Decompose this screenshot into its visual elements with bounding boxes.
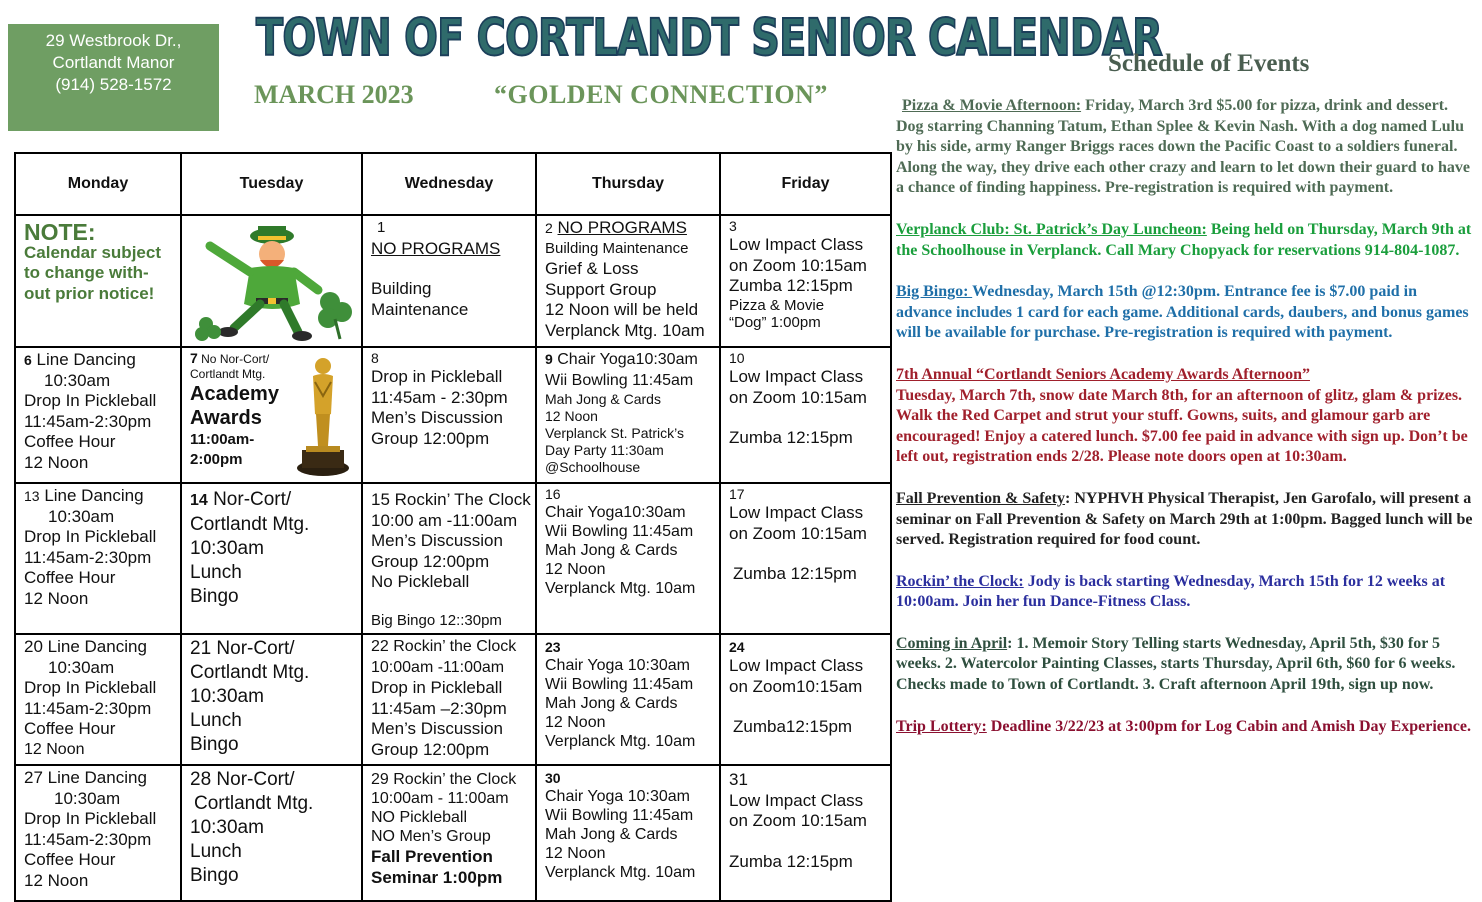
event-line: 12 Noon xyxy=(545,561,606,578)
event-line: Verplanck Mtg. 10am xyxy=(545,320,705,340)
event-line: 12 Noon xyxy=(24,870,89,890)
day-number: 16 xyxy=(545,486,561,502)
event-line: NO Pickleball xyxy=(371,809,468,826)
day-number: 7 xyxy=(190,350,198,366)
event-line: Coffee Hour xyxy=(24,568,116,587)
week-row xyxy=(15,483,891,634)
day-number: 23 xyxy=(545,639,561,655)
week-row xyxy=(15,347,891,483)
event-line: Zumba12:15pm xyxy=(733,717,853,736)
day-number: 6 xyxy=(24,352,32,368)
day-number: 8 xyxy=(371,350,379,366)
day-number: 29 xyxy=(371,771,389,788)
event-line: Drop In Pickleball xyxy=(24,527,157,546)
event-line: 11:45am-2:30pm xyxy=(24,829,152,849)
event-body: : NYPHVH Physical Therapist, Jen Garofalo, will present a seminar on Fall Prevention & Safety on March 29th at 1:00pm. Bagged lunch will be served. Registration required for food count. xyxy=(896,489,1473,549)
event-line: NO Men’s Group xyxy=(371,828,491,845)
spacer xyxy=(729,408,882,428)
day-cell-27 xyxy=(15,765,181,901)
day-cell-20 xyxy=(15,634,181,765)
schedule-of-events xyxy=(896,96,1474,758)
event-line: 11:45am-2:30pm xyxy=(24,698,152,718)
event-line: Mah Jong & Cards xyxy=(545,542,678,559)
event-line: Low Impact Class xyxy=(729,656,864,675)
address-box xyxy=(8,24,219,131)
event-line: 12 Noon xyxy=(24,740,85,758)
event-trip-lottery xyxy=(896,717,1474,738)
event-body: Friday, March 3rd $5.00 for pizza, drink and dessert. Dog starring Channing Tatum, Ethan Splee & Kevin Nash. With a dog named Lulu by his side, army Ranger Briggs races down the Pacific Coast to a soldiers funeral. Along the way, they drive each other crazy and learn to let down their guard to have a chance of finding happiness. Pre-registration is required with payment. xyxy=(896,97,1471,197)
event-line: Line Dancing xyxy=(36,350,136,369)
event-title: Trip Lottery: xyxy=(896,717,987,735)
day-cell-21 xyxy=(181,634,362,765)
leprechaun-cell xyxy=(181,215,362,347)
event-line: Group 12:00pm xyxy=(371,428,490,448)
day-header-friday: Friday xyxy=(720,153,891,215)
day-number: 30 xyxy=(545,770,561,786)
event-body: Deadline 3/22/23 at 3:00pm for Log Cabin and Amish Day Experience. xyxy=(986,717,1471,735)
day-number: 17 xyxy=(729,486,745,502)
event-line: Zumba 12:15pm xyxy=(733,564,857,583)
event-line: 12 Noon xyxy=(545,408,598,424)
day-cell-30 xyxy=(536,765,720,901)
event-line: 10:30am xyxy=(190,817,264,838)
event-line: Building Maintenance xyxy=(545,239,689,257)
address-line-1: 29 Westbrook Dr., xyxy=(45,31,182,50)
event-line: 12 Noon xyxy=(24,452,89,472)
event-line: Men’s Discussion xyxy=(371,408,503,427)
event-line: Drop In Pickleball xyxy=(24,391,157,410)
event-line: Zumba 12:15pm xyxy=(729,851,853,871)
event-line: Chair Yoga 10:30am xyxy=(545,788,690,805)
event-line: Nor-Cort/ xyxy=(216,769,295,790)
theme-label: “GOLDEN CONNECTION” xyxy=(494,80,828,109)
event-line: Rockin’ The Clock xyxy=(394,490,531,509)
event-line: Fall Prevention xyxy=(371,847,493,866)
event-line: 12 Noon xyxy=(545,845,606,862)
event-rockin-the-clock xyxy=(896,572,1474,613)
event-line: Line Dancing xyxy=(47,637,147,656)
event-coming-in-april xyxy=(896,634,1474,696)
event-line: Low Impact Class xyxy=(729,367,864,386)
day-number: 10 xyxy=(729,350,745,366)
day-cell-8 xyxy=(362,347,536,483)
event-line: Verplanck Mtg. 10am xyxy=(545,733,696,750)
event-line: Low Impact Class xyxy=(729,790,864,810)
event-line: Cortlandt Mtg. xyxy=(190,367,266,381)
event-line: “Dog” 1:00pm xyxy=(729,313,821,331)
event-line: Mah Jong & Cards xyxy=(545,826,678,843)
event-line: Wii Bowling 11:45am xyxy=(545,676,694,693)
event-line: 10:30am xyxy=(48,657,115,677)
day-cell-14 xyxy=(181,483,362,634)
event-line: 11:45am - 2:30pm xyxy=(371,387,508,407)
event-title: 7th Annual “Cortlandt Seniors Academy Awards Afternoon” xyxy=(896,365,1310,383)
day-number: 14 xyxy=(190,492,208,509)
event-line: Nor-Cort/ xyxy=(216,638,295,659)
calendar-header-row xyxy=(15,153,891,215)
event-line: Bingo xyxy=(190,586,239,607)
event-line: Building xyxy=(371,279,432,298)
event-line: Line Dancing xyxy=(47,768,147,787)
event-line: Lunch xyxy=(190,710,242,731)
event-body: : 1. Memoir Story Telling starts Wednesday, April 5th, $30 for 5 weeks. 2. Watercolor Painting Classes, starts Thursday, April 6th, $60 for 6 weeks. Checks made to Town of Cortlandt. 3. Craft afternoon April 19th, sign up now. xyxy=(896,634,1456,694)
day-cell-7 xyxy=(181,347,362,483)
event-line: Drop In Pickleball xyxy=(24,809,157,828)
event-line: on Zoom 10:15am xyxy=(729,255,867,275)
event-line: Seminar 1:00pm xyxy=(371,868,503,887)
event-line: Chair Yoga10:30am xyxy=(545,504,686,521)
spacer xyxy=(729,832,882,852)
event-line: 11:00am- xyxy=(190,431,255,448)
event-line: Bingo xyxy=(190,865,239,886)
day-cell-6 xyxy=(15,347,181,483)
event-line: 10:30am xyxy=(44,370,111,390)
event-line: NO PROGRAMS xyxy=(371,238,501,258)
event-line: 11:45am-2:30pm xyxy=(24,547,152,567)
day-cell-28 xyxy=(181,765,362,901)
day-cell-10 xyxy=(720,347,891,483)
event-title: Verplanck Club: St. Patrick’s Day Luncheon: xyxy=(896,220,1207,238)
event-line: Verplanck Mtg. 10am xyxy=(545,864,696,881)
day-number: 3 xyxy=(729,218,737,234)
spacer xyxy=(729,544,882,564)
event-line: Verplanck Mtg. 10am xyxy=(545,580,696,597)
event-line: 12 Noon will be held xyxy=(545,300,699,319)
note-line: to change with- xyxy=(24,263,149,282)
event-line: Maintenance xyxy=(371,299,469,319)
event-line: Men’s Discussion xyxy=(371,531,503,550)
event-title: Coming in April xyxy=(896,634,1008,652)
event-line: on Zoom 10:15am xyxy=(729,387,867,407)
event-line: Chair Yoga10:30am xyxy=(557,351,698,368)
event-body: Jody is back starting Wednesday, March 15th for 12 weeks at 10:00am. Join her fun Dance-Fitness Class. xyxy=(896,572,1446,611)
day-number: 22 xyxy=(371,638,389,655)
event-line: 10:30am xyxy=(48,506,115,526)
day-number: 9 xyxy=(545,351,553,367)
day-header-tuesday: Tuesday xyxy=(181,153,362,215)
event-line: 11:45am-2:30pm xyxy=(24,411,152,431)
event-line: Cortlandt Mtg. xyxy=(190,514,310,535)
event-title: Big Bingo: xyxy=(896,283,973,301)
month-label: MARCH 2023 xyxy=(254,80,414,109)
day-number: 24 xyxy=(729,639,745,655)
event-line: Grief & Loss xyxy=(545,259,639,278)
event-line: Wii Bowling 11:45am xyxy=(545,523,694,540)
event-line: on Zoom 10:15am xyxy=(729,811,867,830)
day-number: 15 xyxy=(371,490,390,509)
day-cell-16 xyxy=(536,483,720,634)
event-line: Rockin’ the Clock xyxy=(393,638,517,655)
event-line: 12 Noon xyxy=(24,588,89,608)
day-number: 21 xyxy=(190,638,212,659)
week-row xyxy=(15,765,891,901)
week-row xyxy=(15,634,891,765)
event-line: Wii Bowling 11:45am xyxy=(545,807,694,824)
event-line: Coffee Hour xyxy=(24,432,116,451)
day-cell-17 xyxy=(720,483,891,634)
address-line-2: Cortlandt Manor xyxy=(52,53,175,72)
event-line: Bingo xyxy=(190,734,239,755)
page-title: TOWN OF CORTLANDT SENIOR CALENDAR xyxy=(256,9,1162,68)
day-cell-13 xyxy=(15,483,181,634)
event-line: Drop in Pickleball xyxy=(371,367,503,386)
spacer xyxy=(371,259,527,279)
event-line: Awards xyxy=(190,407,262,429)
event-title: Fall Prevention & Safety xyxy=(896,489,1066,507)
event-line: 10:00am - 11:00am xyxy=(371,790,509,807)
day-cell-9 xyxy=(536,347,720,483)
event-line: Nor-Cort/ xyxy=(213,489,292,510)
event-line: Big Bingo 12::30pm xyxy=(371,611,502,629)
event-line: 10:30am xyxy=(190,538,264,559)
event-academy-awards xyxy=(896,365,1474,468)
day-cell-3 xyxy=(720,215,891,347)
event-line: Group 12:00pm xyxy=(371,739,490,759)
calendar-table xyxy=(14,152,892,902)
day-number: 28 xyxy=(190,769,212,790)
event-body: Tuesday, March 7th, snow date March 8th, for an afternoon of glitz, glam & prizes. Walk the Red Carpet and strut your stuff. Gowns, suits, and glamour garb are encouraged! Enjoy a catered lunch. $7.00 fee paid in advance with sign up. Don’t be left out, registration ends 2/28. Please note doors open at 10:30am. xyxy=(896,386,1468,466)
event-line: No Nor-Cort/ xyxy=(201,352,270,366)
event-line: Verplanck St. Patrick’s xyxy=(545,425,685,441)
event-line: 12 Noon xyxy=(545,714,606,731)
event-line: Wii Bowling 11:45am xyxy=(545,371,694,389)
day-header-thursday: Thursday xyxy=(536,153,720,215)
event-line: Drop in Pickleball xyxy=(371,678,503,697)
shamrock-icon xyxy=(318,292,352,339)
day-cell-15 xyxy=(362,483,536,634)
event-line: No Pickleball xyxy=(371,572,470,591)
event-line: Coffee Hour xyxy=(24,719,116,738)
address-phone: (914) 528-1572 xyxy=(55,75,172,94)
schedule-header: Schedule of Events xyxy=(1108,50,1310,77)
event-line: 11:45am –2:30pm xyxy=(371,698,507,718)
event-line: on Zoom 10:15am xyxy=(729,523,867,543)
event-verplanck-club xyxy=(896,220,1474,261)
event-line: Mah Jong & Cards xyxy=(545,391,661,407)
day-number: 1 xyxy=(377,219,386,236)
day-cell-22 xyxy=(362,634,536,765)
event-line: Cortlandt Mtg. xyxy=(194,793,314,814)
event-line: Group 12:00pm xyxy=(371,551,490,571)
event-line: Men’s Discussion xyxy=(371,719,503,738)
event-title: Rockin’ the Clock: xyxy=(896,572,1024,590)
event-line: Coffee Hour xyxy=(24,850,116,869)
event-line: Zumba 12:15pm xyxy=(729,276,853,295)
event-line: Pizza & Movie xyxy=(729,296,825,314)
event-line: Zumba 12:15pm xyxy=(729,428,853,447)
event-line: 10:00 am -11:00am xyxy=(371,510,518,530)
note-line: Calendar subject xyxy=(24,242,161,262)
day-cell-23 xyxy=(536,634,720,765)
day-number: 2 xyxy=(545,220,553,236)
day-cell-2 xyxy=(536,215,720,347)
event-line: 10:30am xyxy=(190,686,264,707)
event-line: Day Party 11:30am xyxy=(545,442,664,458)
event-line: 2:00pm xyxy=(190,451,243,468)
event-line: Cortlandt Mtg. xyxy=(190,662,310,683)
day-number: 27 xyxy=(24,768,43,787)
event-title: Pizza & Movie Afternoon: xyxy=(902,97,1082,114)
event-line: Low Impact Class xyxy=(729,235,864,254)
day-number: 31 xyxy=(729,770,748,789)
day-cell-1 xyxy=(362,215,536,347)
event-body: Being held on Thursday, March 9th at the Schoolhouse in Verplanck. Call Mary Chopyack for reservations 914-804-1087. xyxy=(896,220,1472,259)
day-header-monday: Monday xyxy=(15,153,181,215)
day-cell-31 xyxy=(720,765,891,901)
event-big-bingo xyxy=(896,282,1474,344)
leprechaun-illustration xyxy=(190,224,355,344)
event-line: 10:30am xyxy=(54,788,121,808)
event-line: on Zoom10:15am xyxy=(729,676,863,696)
note-cell xyxy=(15,215,181,347)
event-fall-prevention xyxy=(896,489,1474,551)
day-cell-24 xyxy=(720,634,891,765)
event-line: Drop In Pickleball xyxy=(24,678,157,697)
day-number: 20 xyxy=(24,637,43,656)
event-line: Lunch xyxy=(190,841,242,862)
spacer xyxy=(729,697,882,717)
oscar-statue-icon xyxy=(294,354,352,478)
event-line: Low Impact Class xyxy=(729,503,864,522)
event-body: Wednesday, March 15th @12:30pm. Entrance fee is $7.00 paid in advance includes 1 card for each game. Additional cards, daubers, and bonus games will be available for purchase. Pre-registration is required with payment. xyxy=(896,283,1469,342)
event-line: Mah Jong & Cards xyxy=(545,695,678,712)
week-row xyxy=(15,215,891,347)
day-header-wednesday: Wednesday xyxy=(362,153,536,215)
event-line: Line Dancing xyxy=(44,486,144,505)
spacer xyxy=(371,593,527,611)
day-cell-29 xyxy=(362,765,536,901)
event-line: 10:00am -11:00am xyxy=(371,658,505,676)
event-line: Lunch xyxy=(190,562,242,583)
event-line: Support Group xyxy=(545,279,657,299)
note-line: out prior notice! xyxy=(24,283,155,303)
event-line: Rockin’ the Clock xyxy=(393,771,517,788)
event-line: Academy xyxy=(190,383,279,405)
event-line: @Schoolhouse xyxy=(545,459,641,475)
event-line: Chair Yoga 10:30am xyxy=(545,657,690,674)
event-pizza-movie xyxy=(896,96,1474,199)
note-heading: NOTE: xyxy=(24,219,96,245)
day-number: 13 xyxy=(24,488,40,504)
event-line: NO PROGRAMS xyxy=(557,218,687,237)
